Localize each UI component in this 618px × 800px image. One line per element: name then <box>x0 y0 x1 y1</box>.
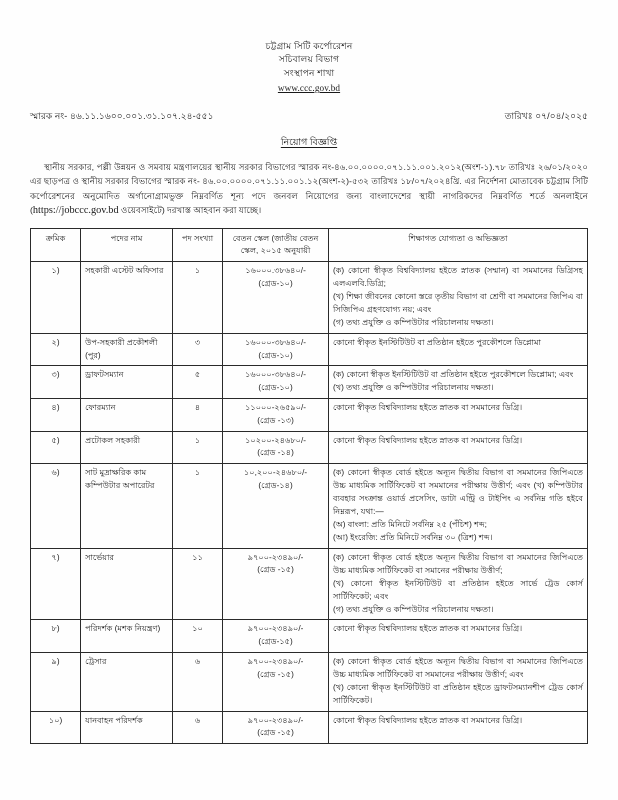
cell-serial: ৫) <box>31 431 81 463</box>
page-title <box>30 135 588 150</box>
cell-post-count: ১১ <box>173 548 223 620</box>
cell-pay-scale: ৯৭০০-২৩৪৯০/- (গ্রেড -১৫) <box>223 548 329 620</box>
cell-qualification <box>328 464 587 549</box>
memo-date: তারিখঃ ০৭/০৪/২০২৫ <box>504 111 588 122</box>
cell-post-count: ১ <box>173 431 223 463</box>
table-row <box>31 262 588 334</box>
column-header-post-count: পদ সংখ্যা <box>173 229 223 262</box>
cell-post-count: ৬ <box>173 652 223 711</box>
cell-serial: ৪) <box>31 399 81 431</box>
cell-pay-scale: ১০২০০-২৪৬৮০/- (গ্রেড -১৪) <box>223 431 329 463</box>
cell-post-count: ১ <box>173 464 223 549</box>
qualification-clause: কোনো স্বীকৃত বিশ্ববিদ্যালয় হইতে স্নাতক বা সমমানের ডিগ্রি। <box>332 624 523 634</box>
column-header-qualification: শিক্ষাগত যোগ্যতা ও অভিজ্ঞতা <box>328 229 587 262</box>
qualification-clause: (খ) কোনো স্বীকৃত ইনস্টিটিউট বা প্রতিষ্ঠান হইতে সার্ভে ট্রেড কোর্স সার্টিফিকেট; এবং <box>332 578 583 601</box>
cell-serial: ৬) <box>31 464 81 549</box>
cell-pay-scale: ৯৭০০-২৩৪৯০/- (গ্রেড -১৫) <box>223 652 329 711</box>
cell-pay-scale: ৯৭০০-২৩৪৯০/- (গ্রেড -১৫) <box>223 711 329 743</box>
cell-serial: ২) <box>31 333 81 365</box>
table-row <box>31 711 588 743</box>
qualification-clause: (খ) তথ্য প্রযুক্তি ও কম্পিউটার পরিচালনায় দক্ষতা। <box>332 383 494 393</box>
department-name: সচিবালয় বিভাগ <box>278 54 340 65</box>
table-row <box>31 652 588 711</box>
qualification-clause: (আ) ইংরেজি: প্রতি মিনিটে সর্বনিম্ন ৩০ (ত্রিশ) শব্দ। <box>332 532 493 542</box>
cell-post-name: উপ-সহকারী প্রকৌশলী (পুর) <box>81 333 173 365</box>
qualification-clause: (খ) শিক্ষা জীবনের কোনো স্তরে তৃতীয় বিভাগ বা শ্রেণী বা সমমানের জিপিএ বা সিজিপিএ গ্রহণযোগ্য নয়; এবং <box>332 292 583 314</box>
table-row <box>31 366 588 399</box>
cell-post-name: পরিদর্শক (মশক নিয়ন্ত্রণ) <box>81 620 173 652</box>
cell-post-name: যানবাহন পরিদর্শক <box>81 711 173 743</box>
qualification-clause: (অ) বাংলা: প্রতি মিনিটে সর্বনিম্ন ২৫ (পঁচিশ) শব্দ; <box>332 519 487 529</box>
cell-pay-scale: ১৬০০০-৩৮৬৪০/- (গ্রেড-১০) <box>223 366 329 399</box>
cell-qualification <box>328 548 587 620</box>
cell-pay-scale: ১৬০০০-৩৮৬৪০/- (গ্রেড-১০) <box>223 333 329 365</box>
cell-post-count: ৩ <box>173 333 223 365</box>
cell-post-count: ৫ <box>173 366 223 399</box>
cell-post-name: ট্রেসার <box>81 652 173 711</box>
table-row <box>31 431 588 463</box>
application-portal-link[interactable]: https://jobccc.gov.bd <box>32 204 119 216</box>
section-name: সংস্থাপন শাখা <box>283 67 335 78</box>
cell-qualification <box>328 711 587 743</box>
intro-text-before-url: স্থানীয় সরকার, পল্লী উন্নয়ন ও সমবায় মন্ত্রণালয়ের স্থানীয় সরকার বিভাগের স্মারক নং-৪৬.০০.০০০০.০৭১.১১.০০১.২০১২(অংশ-১).৭৮ তারিখঃ ২৬/০১/২০২০ এর ছাড়পত্র ও স্থানীয় সরকার বিভাগের স্মারক নং- ৪৬.০০.০০০০.০৭১.১১.০০১.১২(অংশ-২)-৫৩২ তারিখঃ ১৮/০৭/২০২৪খ্রি. এর নির্দেশনা মোতাবেক চট্টগ্রাম সিটি কর্পোরেশনের অনুমোদিত অর্গানোগ্রামভুক্ত নিম্নবর্ণিত শূন্য পদে জনবল নিয়োগের জন্য বাংলাদেশের স্থায়ী নাগরিকদের নিম্নবর্ণিত শর্তে অনলাইনে ( <box>30 162 588 215</box>
organization-name: চট্টগ্রাম সিটি কর্পোরেশন <box>265 41 353 51</box>
table-row <box>31 333 588 365</box>
cell-qualification <box>328 333 587 365</box>
cell-serial: ১) <box>31 262 81 334</box>
cell-post-name: সাট মুদ্রাক্ষরিক কাম কম্পিউটার অপারেটর <box>81 464 173 549</box>
cell-pay-scale: ১১০০০-২৬৫৯০/- (গ্রেড -১৩) <box>223 399 329 431</box>
vacancy-table-body <box>31 262 588 744</box>
intro-text-after-url: ওয়েবসাইটে) দরখাস্ত আহবান করা যাচ্ছে। <box>118 204 262 215</box>
qualification-clause: (ক) কোনো স্বীকৃত বিশ্ববিদ্যালয় হইতে স্নাতক (সম্মান) বা সমমানের ডিগ্রিসহ এলএলবি.ডিগ্রি; <box>332 266 583 289</box>
qualification-clause: (গ) তথ্য প্রযুক্তি ও কম্পিউটার পরিচালনায় দক্ষতা। <box>332 604 494 614</box>
cell-post-count: ১০ <box>173 620 223 652</box>
cell-qualification <box>328 620 587 652</box>
qualification-clause: (ক) কোনো স্বীকৃত বোর্ড হইতে অন্যূন দ্বিতীয় বিভাগ বা সমমানের জিপিএতে উচ্চ মাধ্যমিক সার্টিফিকেট বা সমমানের পরীক্ষায় উত্তীর্ণ; এবং (খ) কম্পিউটার ব্যবহার সংক্রান্ত ওয়ার্ড প্রসেসিং, ডাটা এন্ট্রি ও টাইপিং এ সর্বনিম্ন গতি হইবে নিম্নরূপ, যথা:— <box>332 468 583 516</box>
cell-qualification <box>328 431 587 463</box>
cell-post-count: ৪ <box>173 399 223 431</box>
table-row <box>31 399 588 431</box>
qualification-clause: কোনো স্বীকৃত ইনস্টিটিউট বা প্রতিষ্ঠান হইতে পুরকৌশলে ডিপ্লোমা <box>332 337 541 347</box>
website-link[interactable]: www.ccc.gov.bd <box>277 83 341 94</box>
cell-pay-scale: ৯৭০০-২৩৪৯০/- (গ্রেড-১৫) <box>223 620 329 652</box>
column-header-post-name: পদের নাম <box>81 229 173 262</box>
cell-qualification <box>328 366 587 399</box>
column-header-pay-scale: বেতন স্কেল (জাতীয় বেতন স্কেল, ২০১৫ অনুযায়ী <box>223 229 329 262</box>
cell-qualification <box>328 399 587 431</box>
table-header-row <box>31 229 588 262</box>
table-row <box>31 464 588 549</box>
table-row <box>31 620 588 652</box>
cell-serial: ৭) <box>31 548 81 620</box>
cell-post-count: ১ <box>173 262 223 334</box>
cell-post-name: সার্ভেয়ার <box>81 548 173 620</box>
qualification-clause: (খ) কোনো স্বীকৃত ইনস্টিটিউট বা প্রতিষ্ঠান হইতে ড্রাফটসম্যানশীপ ট্রেড কোর্স সার্টিফিকেট। <box>332 682 583 705</box>
cell-serial: ১০) <box>31 711 81 743</box>
qualification-clause: (ক) কোনো স্বীকৃত বোর্ড হইতে অন্যূন দ্বিতীয় বিভাগ বা সমমানের জিপিএতে উচ্চ মাধ্যমিক সার্টিফিকেট বা সমমানের পরীক্ষায় উত্তীর্ণ; এবং <box>332 656 583 679</box>
qualification-clause: (ক) কোনো স্বীকৃত ইনস্টিটিউট বা প্রতিষ্ঠান হইতে পুরকৌশলে ডিপ্লোমা; এবং <box>332 370 574 380</box>
memo-number: স্মারক নং- ৪৬.১১.১৬০০.০০১.৩১.১০৭.২৪-৫৫১ <box>30 111 214 122</box>
qualification-clause: কোনো স্বীকৃত বিশ্ববিদ্যালয় হইতে স্নাতক বা সমমানের ডিগ্রি। <box>332 403 523 413</box>
page-title-text: নিয়োগ বিজ্ঞপ্তি <box>280 136 338 148</box>
intro-paragraph <box>30 160 588 219</box>
cell-pay-scale: ১০,২০০-২৪৬৮০/- (গ্রেড-১৪) <box>223 464 329 549</box>
qualification-clause: কোনো স্বীকৃত বিশ্ববিদ্যালয় হইতে স্নাতক বা সমমানের ডিগ্রি। <box>332 435 523 445</box>
qualification-clause: (ক) কোনো স্বীকৃত বোর্ড হইতে অন্যূন দ্বিতীয় বিভাগ বা সমমানের জিপিএতে উচ্চ মাধ্যমিক সার্টিফিকেট বা সমানের পরীক্ষায় উত্তীর্ণ; <box>332 552 583 575</box>
cell-post-name: সহকারী এস্টেট অফিসার <box>81 262 173 334</box>
cell-pay-scale: ১৬০০০.৩৮৬৪০/- (গ্রেড-১০) <box>223 262 329 334</box>
cell-post-name: প্রটোকল সহকারী <box>81 431 173 463</box>
cell-qualification <box>328 652 587 711</box>
letterhead <box>30 40 588 95</box>
cell-serial: ৯) <box>31 652 81 711</box>
cell-qualification <box>328 262 587 334</box>
cell-serial: ৩) <box>31 366 81 399</box>
cell-serial: ৮) <box>31 620 81 652</box>
cell-post-count: ৬ <box>173 711 223 743</box>
qualification-clause: কোনো স্বীকৃত বিশ্ববিদ্যালয় হইতে স্নাতক বা সমমানের ডিগ্রি। <box>332 715 523 725</box>
memo-row <box>30 109 588 124</box>
vacancy-table <box>30 228 588 744</box>
column-header-serial: ক্রমিক <box>31 229 81 262</box>
table-row <box>31 548 588 620</box>
cell-post-name: ড্রাফটসম্যান <box>81 366 173 399</box>
qualification-clause: (গ) তথ্য প্রযুক্তি ও কম্পিউটার পরিচালনায় দক্ষতা। <box>332 317 494 327</box>
cell-post-name: ফোরম্যান <box>81 399 173 431</box>
